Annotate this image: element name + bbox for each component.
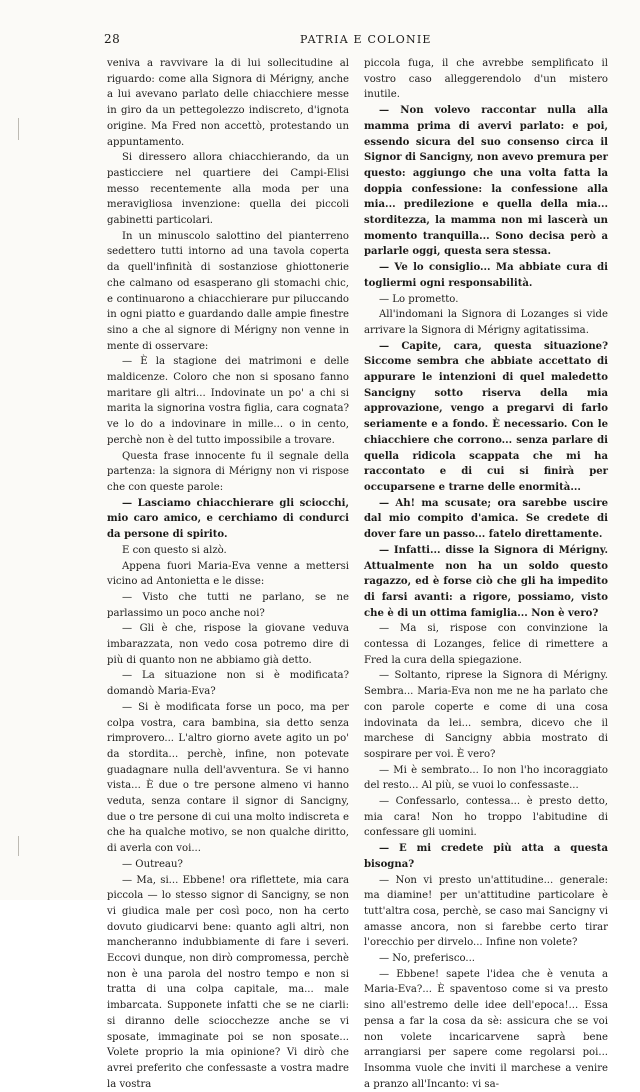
paragraph: Questa frase innocente fu il segnale della partenza: la signora di Mérigny non vi rispose che con queste parole: [107,450,349,493]
paragraph: — Ma, si... Ebbene! ora riflettete, mia cara piccola — lo stesso signor di Sancigny, se non vi giudica male per così poco, non ha certo dovuto giudicarvi bene: quanto agli altri, non mancheranno indubbiamente di fare i severi. Eccovi dunque, non dirò compromessa, perchè non è una parola del nostro tempo e non si tratta di una colpa capitale, ma... male imbarcata. Supponete infatti che se ne ciarli: si diranno delle sciocchezze anche se vi sposate, immaginate poi se non sposate... Volete proprio la mia opinione? Vi dirò che avrei preferito che confessaste a vostra madre la vostra [107,874,349,1090]
paragraph: — Si è modificata forse un poco, ma per colpa vostra, cara bambina, sia detto senza rimprovero... L'altro giorno avete agito un po' da stordita... perchè, infine, non potevate guadagnare nulla dell'avventura. Se vi hanno vista... È due o tre persone almeno vi hanno veduta, senza contare il signor di Sancigny, due o tre persone di cui una molto indiscreta e che ha qualche motivo, se non qualche diritto, di averla con voi... [107,701,349,855]
paragraph: — Lo prometto. [379,293,459,305]
paragraph: — Soltanto, riprese la Signora di Mérigny. Sembra... Maria-Eva non me ne ha parlato che con parole coperte e come di una cosa indovinata da lei... sembra, dicevo che il marchese di Sancigny abbia mostrato di sospirare per voi. È vero? [364,670,608,760]
paragraph: — Confessarlo, contessa... è presto detto, mia cara! Non ho troppo l'abitudine di confessare gli uomini. [364,796,608,839]
paragraph: — La situazione non si è modificata? domandò Maria-Eva? [107,670,349,698]
paragraph: — Ma si, rispose con convinzione la contessa di Lozanges, felice di rimettere a Fred la cura della spiegazione. [364,623,608,666]
paragraph: veniva a ravvivare la di lui sollecitudine al riguardo: come alla Signora di Mérigny, anche a lui avevano parlato delle chiacchiere messe in giro da un pettegolezzo indiscreto, d'ignota origine. Ma Fred non accettò, protestando un appuntamento. [107,58,349,148]
paragraph: — Non vi presto un'attitudine... generale: ma diamine! per un'attitudine particolare è tutt'altra cosa, perchè, se caso mai Sancigny vi amasse ancora, non si farebbe certo tirar l'orecchio per dirvelo... Infine non volete? [364,874,608,949]
paragraph: — E mi credete più atta a questa bisogna? [364,843,608,870]
margin-mark [18,836,19,856]
paragraph: piccola fuga, il che avrebbe semplificato il vostro caso alleggerendolo d'un mistero inutile. [364,58,608,101]
right-text-column [364,56,608,1092]
page-number: 28 [104,32,121,46]
paragraph: Appena fuori Maria-Eva venne a mettersi vicino ad Antonietta e le disse: [107,560,349,588]
paragraph: — Visto che tutti ne parlano, se ne parlassimo un poco anche noi? [107,591,349,619]
paragraph: Si diressero allora chiacchierando, da un pasticciere nel quartiere dei Campi-Elisi messo recentemente alla moda per una meravigliosa invenzione: quella dei piccoli gabinetti particolari. [107,152,349,227]
paragraph: — Gli è che, rispose la giovane veduva imbarazzata, non vedo cosa potremo dire di più di quanto non ne abbiamo già detto. [107,623,349,666]
running-title: PATRIA E COLONIE [300,33,432,46]
paragraph: — È la stagione dei matrimoni e delle maldicenze. Coloro che non si sposano fanno maritare gli altri... Indovinate un po' a chi si marita la signorina vostra figlia, cara cognata? ve lo do a indovinare in mille... o in cento, perchè non è del tutto impossibile a trovare. [107,356,349,446]
paragraph: — Mi è sembrato... Io non l'ho incoraggiato del resto... Al più, se vuoi lo confessaste... [364,764,608,792]
margin-mark [18,118,19,140]
paragraph: All'indomani la Signora di Lozanges si vide arrivare la Signora di Mérigny agitatissima. [364,309,608,336]
paragraph: — Outreau? [122,858,183,870]
paragraph: E con questo si alzò. [122,544,227,556]
paragraph: — Non volevo raccontar nulla alla mamma prima di avervi parlato: e poi, essendo sicura del suo consenso circa il Signor di Sancigny, non avevo premura per questo: aggiungo che una volta fatta la doppia confessione: la confessione alla mia... predilezione e quella della mia... storditezza, la mamma non mi lascerà un momento tranquilla... Sono decisa però a parlarle oggi, questa sera stessa. [364,105,608,258]
paragraph: — Infatti... disse la Signora di Mérigny. Attualmente non ha un soldo questo ragazzo, ed è forse ciò che gli ha impedito di farsi avanti: a rigore, possiamo, visto che è di un ottima famiglia... Non è vero? [364,544,608,619]
left-text-column [107,56,349,1092]
paragraph: — Ebbene! sapete l'idea che è venuta a Maria-Eva?... È spaventoso come si va presto sino all'estremo delle idee dell'epoca!... Essa pensa a far la cosa da sè: assicura che se voi non volete incaricarvene saprà bene arrangiarsi per sapere come regolarsi poi... Insomma vuole che inviti il marchese a venire a pranzo all'Incanto: vi sa- [364,968,608,1090]
paragraph: — Ah! ma scusate; ora sarebbe uscire dal mio compito d'amica. Se credete di dover fare un passo... fatelo direttamente. [364,497,608,541]
paragraph: — No, preferisco... [379,953,476,965]
paragraph: — Ve lo consiglio... Ma abbiate cura di togliermi ogni responsabilità. [364,262,608,289]
paragraph: — Capite, cara, questa situazione? Siccome sembra che abbiate accettato di appurare le intenzioni di quel maledetto Sancigny sotto riserva della mia approvazione, vengo a pregarvi di farlo seriamente e a fondo. È necessario. Con le chiacchiere che corrono... senza parlare di quella ridicola scappata che mi ha raccontato e di cui si finirà per occuparsene e trarne delle enormità... [364,340,608,493]
paragraph: In un minuscolo salottino del pianterreno sedettero tutti intorno ad una tavola coperta da quell'infinità di sostanziose ghiottonerie che calmano od esasperano gli stomachi chic, e continuarono a chiacchierare pur piluccando in ogni piatto e guardando dalle ampie finestre sino a che al signore di Mérigny non venne in mente di osservare: [107,230,349,352]
paragraph: — Lasciamo chiacchierare gli sciocchi, mio caro amico, e cerchiamo di condurci da persone di spirito. [107,497,349,541]
